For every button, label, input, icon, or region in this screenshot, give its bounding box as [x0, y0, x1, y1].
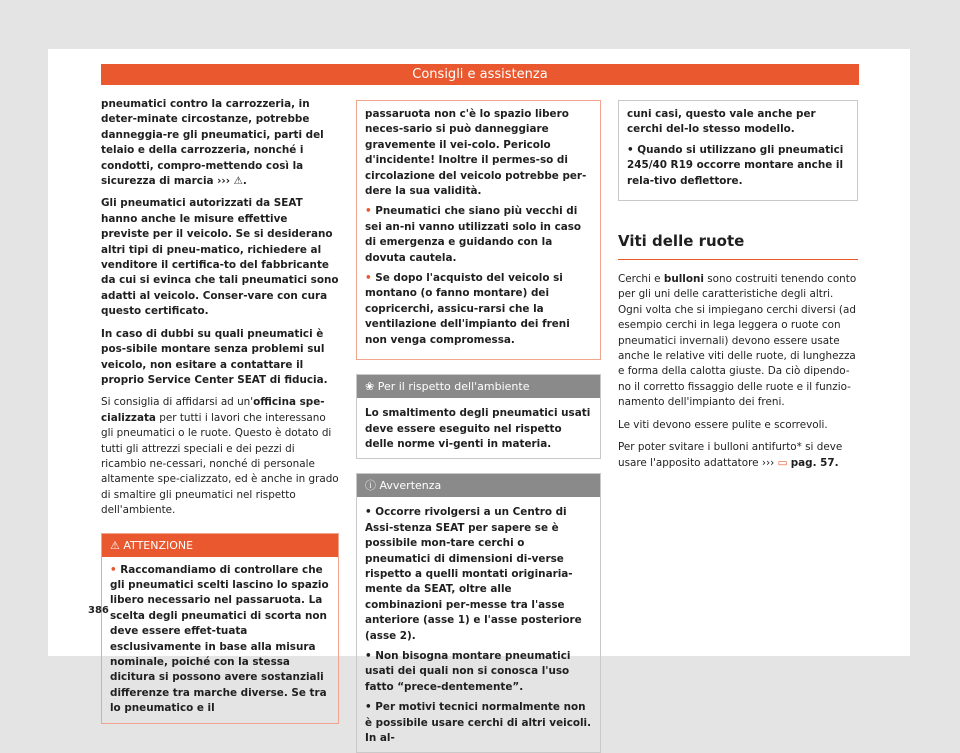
attention-title: ⚠ ATTENZIONE — [102, 534, 338, 557]
warning-icon: ⚠ — [110, 538, 120, 552]
bullet-icon: • — [110, 563, 117, 576]
paragraph: Cerchi e bulloni sono costruiti tenendo conto per gli uni delle caratteristiche degli altri. Ogni volta che si impiegano cerchi diversi (ad esempio cerchi in lega leggera o ruote con pneumatici invernali) devono essere usate anche le relative viti delle ruote, di lunghezza e forma della calotta giuste. Da ciò dipendo-no il corretto fissaggio delle ruote e il funzio-namento dell'impianto dei freni. — [618, 273, 857, 409]
environment-title: ❀ Per il rispetto dell'ambiente — [357, 375, 600, 398]
list-item: • Occorre rivolgersi a un Centro di Assi-stenza SEAT per sapere se è possibile mon-tare cerchi o pneumatici di dimensioni di-verse rispetto a quelli montati originaria-mente da SEAT, oltre alle combinazioni per-messe tra l'asse anteriore (asse 1) e l'asse posteriore (asse 2). — [365, 506, 582, 642]
paragraph: passaruota non c'è lo spazio libero neces-sario si può danneggiare gravemente il vei-colo. Pericolo d'incidente! Inoltre il permes-so di circolazione del veicolo potrebbe per-dere la sua validità. — [365, 108, 587, 198]
column-1 — [101, 97, 339, 724]
column-3 — [618, 97, 858, 478]
paragraph: Si consiglia di affidarsi ad un'officina spe-cializzata per tutti i lavori che interessano gli pneumatici o le ruote. Questo è dotato di tutti gli attrezzi speciali e dei pezzi di ricambio ne-cessari, nonché di personale altamente spe-cializzato, ed è anche in grado di smaltire gli pneumatici nel rispetto dell'ambiente. — [101, 396, 339, 517]
paragraph: Lo smaltimento degli pneumatici usati deve essere eseguito nel rispetto delle norme vi-genti in materia. — [365, 407, 591, 450]
attention-box-continued — [356, 100, 601, 360]
bullet-icon: • — [365, 506, 372, 519]
page-link[interactable]: pag. 57. — [790, 456, 839, 469]
list-item: • Pneumatici che siano più vecchi di sei an-ni vanno utilizzati solo in caso di emergenza e guidando con la dovuta cautela. — [365, 205, 582, 264]
section-title: Viti delle ruote — [618, 231, 858, 260]
column-2 — [356, 97, 601, 753]
notice-box — [356, 473, 601, 753]
list-item: • Quando si utilizzano gli pneumatici 245/40 R19 occorre montare anche il rela-tivo deflettore. — [627, 143, 844, 187]
bullet-icon: • — [365, 205, 372, 218]
paragraph: Per poter svitare i bulloni antifurto* si deve usare l'apposito adattatore ››› ▭ pag. 57. — [618, 441, 843, 469]
list-item: • Per motivi tecnici normalmente non è possibile usare cerchi di altri veicoli. In al- — [365, 701, 592, 744]
list-item: • Non bisogna montare pneumatici usati dei quali non si conosca l'uso fatto “prece-dentemente”. — [365, 649, 571, 693]
paragraph: Gli pneumatici autorizzati da SEAT hanno anche le misure effettive previste per il veicolo. Se si desiderano altri tipi di pneu-matico, richiedere al venditore il certifica-to del fabbricante da cui si evinca che tali pneumatici sono adatti al veicolo. Conser-vare con cura questo certificato. — [101, 197, 339, 318]
paragraph: cuni casi, questo vale anche per cerchi del-lo stesso modello. — [627, 108, 816, 136]
environment-box — [356, 374, 601, 459]
bullet-icon: • — [627, 143, 634, 156]
paragraph: In caso di dubbi su quali pneumatici è pos-sibile montare senza problemi sul veicolo, non esitare a contattare il proprio Service Center SEAT di fiducia. — [101, 327, 328, 386]
paragraph: Le viti devono essere pulite e scorrevoli. — [618, 418, 828, 431]
notice-title: ⓘ Avvertenza — [357, 474, 600, 497]
bullet-icon: • — [365, 649, 372, 662]
page-number: 386 — [88, 605, 109, 616]
bullet-icon: • — [365, 272, 372, 285]
paragraph: pneumatici contro la carrozzeria, in deter-minate circostanze, potrebbe danneggia-re gli pneumatici, parti del telaio e della carrozzeria, nonché i condotti, compro-mettendo così la sicurezza di marcia ››› ⚠. — [101, 98, 324, 188]
notice-box-continued — [618, 100, 858, 201]
leaf-icon: ❀ — [365, 380, 375, 394]
info-icon: ⓘ — [365, 479, 376, 493]
bullet-icon: • — [365, 701, 372, 714]
book-link-icon[interactable]: ▭ — [777, 456, 788, 469]
list-item: • Raccomandiamo di controllare che gli pneumatici scelti lascino lo spazio libero necessario nel passaruota. La scelta degli pneumatici di scorta non deve essere effet-tuata esclusivamente in base alla misura nominale, poiché con la stessa dicitura si possono avere sostanziali differenze tra marche diverse. Se tra lo pneumatico e il — [110, 563, 329, 715]
list-item: • Se dopo l'acquisto del veicolo si montano (o fanno montare) dei copricerchi, assicu-rarsi che la ventilazione dell'impianto dei freni non venga compromessa. — [365, 272, 570, 346]
page-header: Consigli e assistenza — [101, 64, 859, 85]
attention-box — [101, 533, 339, 724]
